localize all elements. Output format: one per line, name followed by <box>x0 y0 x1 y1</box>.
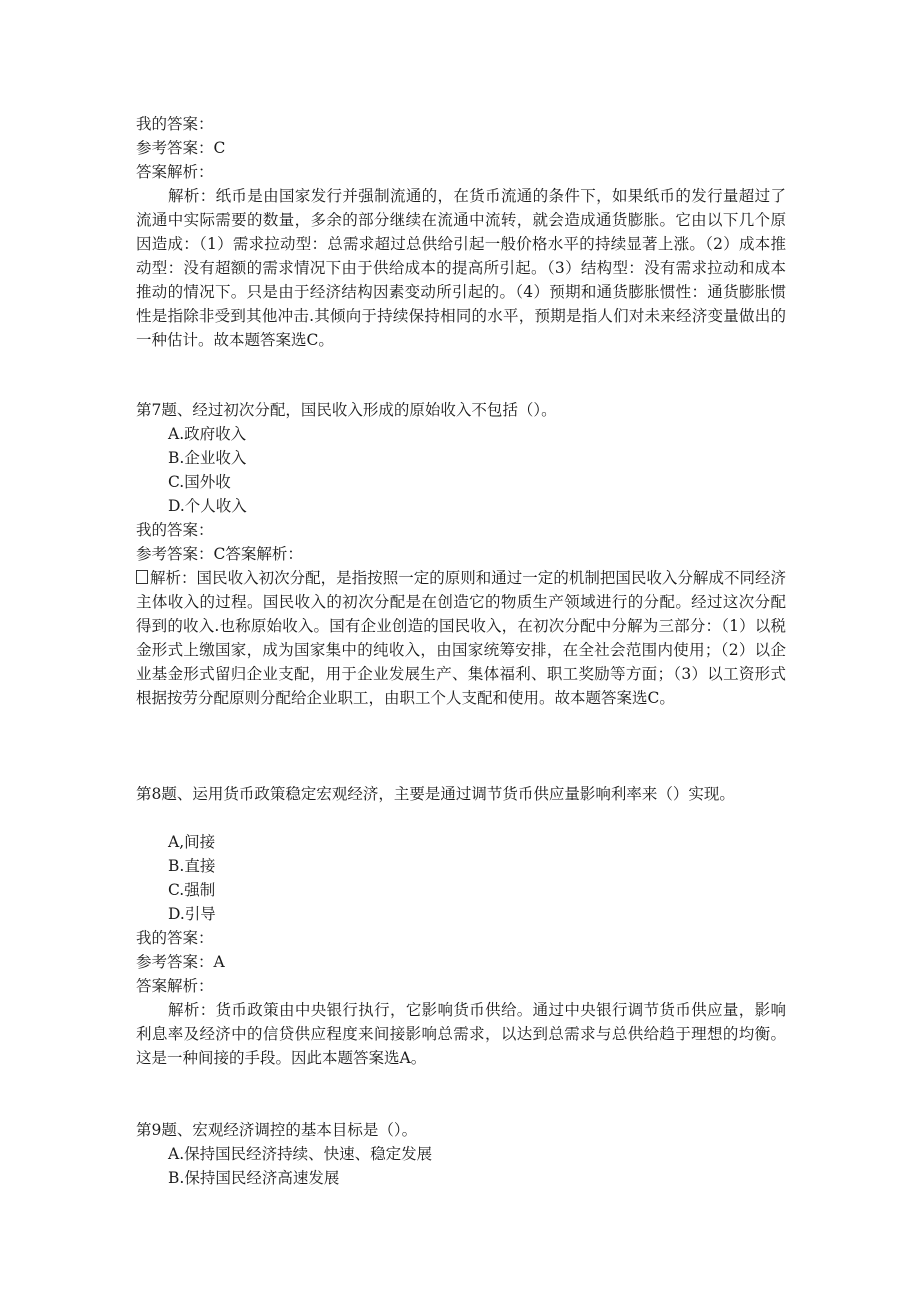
q9-option-b: B.保持国民经济高速发展 <box>168 1169 340 1187</box>
checkbox-glyph-icon <box>136 570 148 584</box>
q9-option-a: A.保持国民经济持续、快速、稳定发展 <box>168 1145 433 1163</box>
q8-my-answer: 我的答案： <box>136 929 214 947</box>
q7-analysis: 解析：国民收入初次分配，是指按照一定的原则和通过一定的机制把国民收入分解成不同经济主体收入的过程。国民收入的初次分配是在创造它的物质生产领域进行的分配。经过这次分配得到的收入.也称原始收入。国有企业创造的国民收入，在初次分配中分解为三部分：（1）以税金形式上缴国家，成为国家集中的纯收入，由国家统筹安排，在全社会范围内使用；（2）以企业基金形式留归企业支配，用于企业发展生产、集体福利、职工奖励等方面；（3）以工资形式根据按劳分配原则分配给企业职工，由职工个人支配和使用。故本题答案选C。 <box>136 569 786 707</box>
q6-analysis-label: 答案解析： <box>136 163 214 181</box>
q8-analysis: 解析：货币政策由中央银行执行，它影响货币供给。通过中央银行调节货币供应量，影响利息率及经济中的信贷供应程度来间接影响总需求，以达到总需求与总供给趋于理想的均衡。这是一种间接的手段。因此本题答案选A。 <box>136 1001 786 1067</box>
q8-option-d: D.引导 <box>168 905 216 923</box>
q8-option-b: B.直接 <box>168 857 216 875</box>
q8-option-a: A,间接 <box>168 833 216 851</box>
q9-question: 第9题、宏观经济调控的基本目标是（）。 <box>136 1121 418 1139</box>
q7-option-d: D.个人收入 <box>168 497 247 515</box>
q7-option-b: B.企业收入 <box>168 449 247 467</box>
q7-analysis-block <box>136 566 786 710</box>
q8-reference-answer: 参考答案：A <box>136 953 225 971</box>
q6-analysis: 解析：纸币是由国家发行并强制流通的，在货币流通的条件下，如果纸币的发行量超过了流通中实际需要的数量，多余的部分继续在流通中流转，就会造成通货膨胀。它由以下几个原因造成：（1）需求拉动型：总需求超过总供给引起一般价格水平的持续显著上涨。（2）成本推动型：没有超额的需求情况下由于供给成本的提高所引起。（3）结构型：没有需求拉动和成本推动的情况下。只是由于经济结构因素变动所引起的。（4）预期和通货膨胀惯性：通货膨胀惯性是指除非受到其他冲击.其倾向于持续保持相同的水平，预期是指人们对未来经济变量做出的一种估计。故本题答案选C。 <box>136 187 786 349</box>
q7-reference-answer: 参考答案：C答案解析： <box>136 545 303 563</box>
q7-option-a: A.政府收入 <box>168 425 247 443</box>
q6-reference-answer: 参考答案：C <box>136 139 226 157</box>
q7-question: 第7题、经过初次分配，国民收入形成的原始收入不包括（）。 <box>136 401 557 419</box>
q7-my-answer: 我的答案： <box>136 521 214 539</box>
q8-question: 第8题、运用货币政策稳定宏观经济，主要是通过调节货币供应量影响利率来（）实现。 <box>136 785 735 803</box>
q8-option-c: C.强制 <box>168 881 216 899</box>
q7-option-c: C.国外收 <box>168 473 231 491</box>
q8-analysis-label: 答案解析： <box>136 977 214 995</box>
q6-my-answer: 我的答案： <box>136 115 214 133</box>
